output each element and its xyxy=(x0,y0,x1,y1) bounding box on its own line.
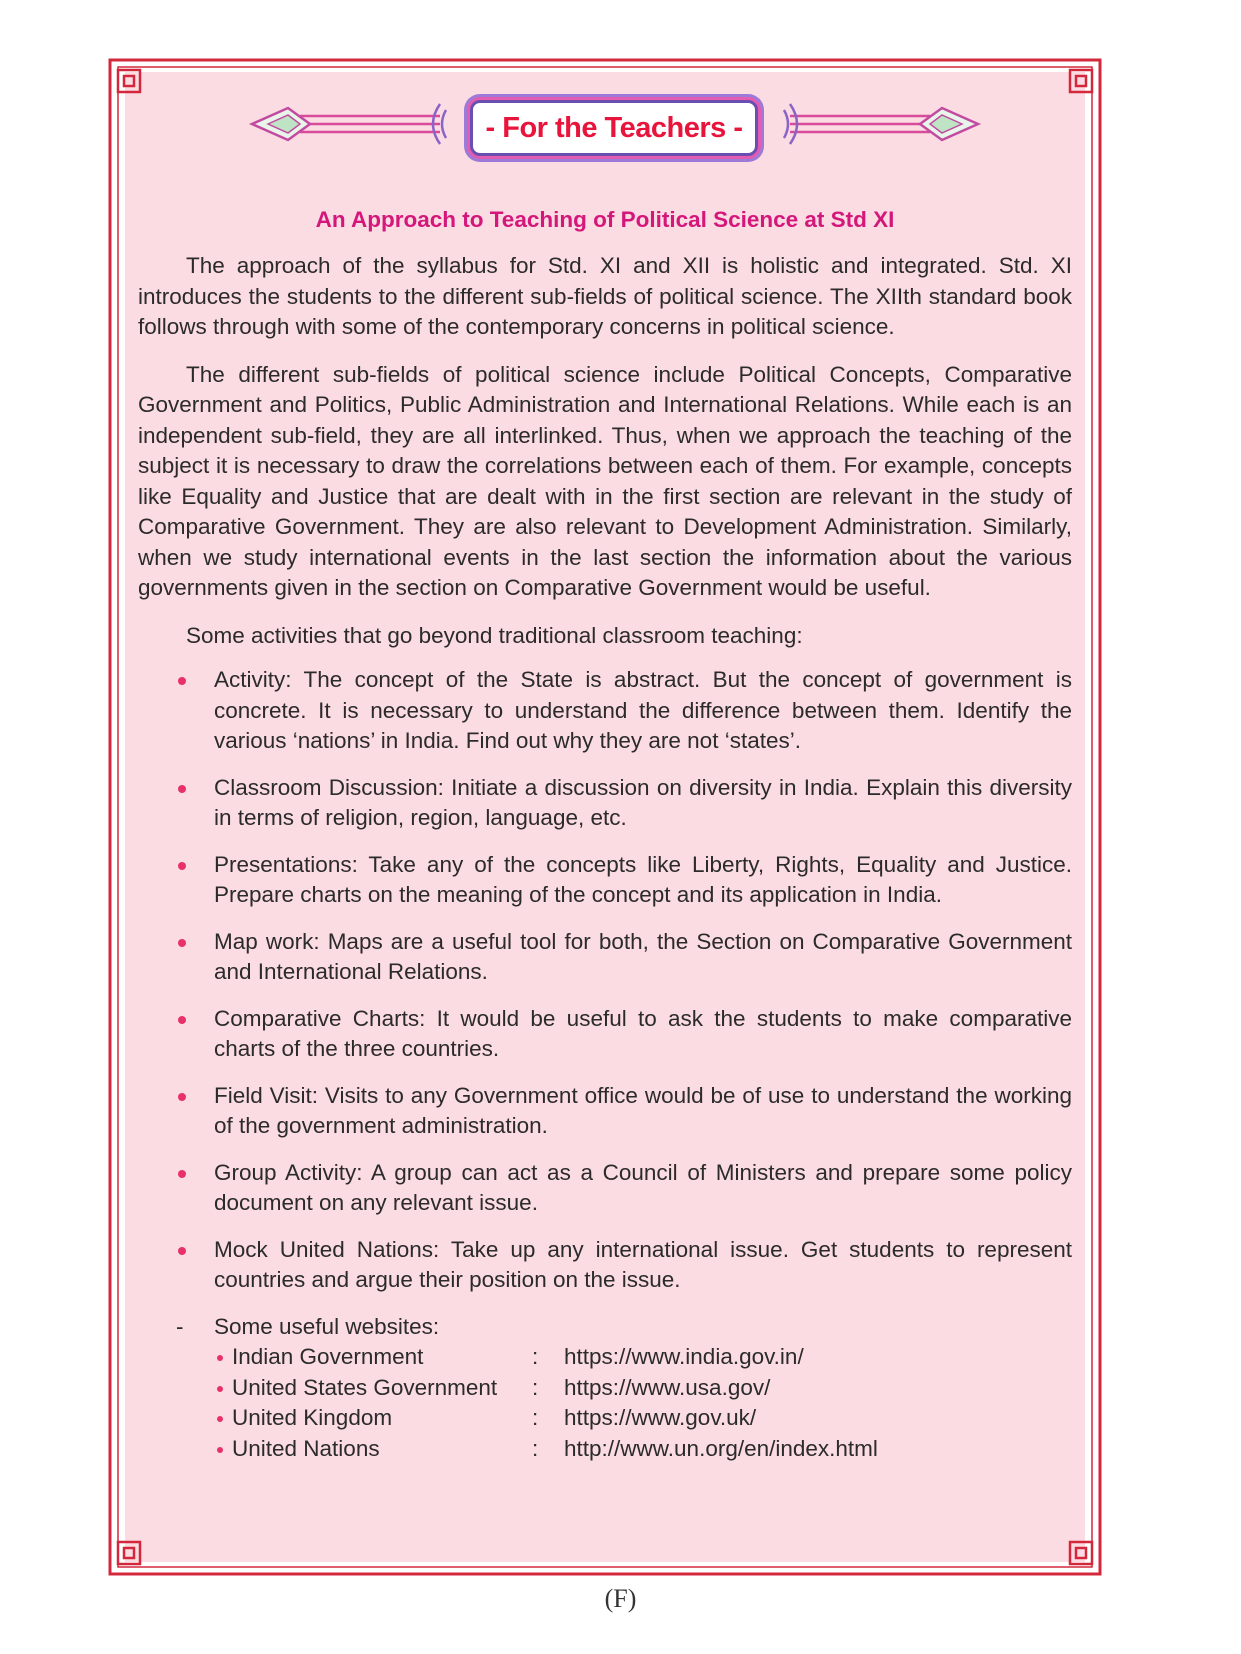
website-row xyxy=(214,1342,1072,1373)
list-item xyxy=(138,850,1072,911)
page-number: (F) xyxy=(604,1584,637,1613)
list-item xyxy=(138,1081,1072,1142)
activities-intro: Some activities that go beyond traditional classroom teaching: xyxy=(186,622,803,648)
paragraph-2: The different sub-fields of political science include Political Concepts, Comparative Government and Politics, Public Administration and International Relations. While each is an independent sub-field, they are all interlinked. Thus, when we approach the teaching of the subject it is necessary to draw the correlations between each of them. For example, concepts like Equality and Justice that are dealt with in the first section are relevant in the study of Comparative Government. They are also relevant to Development Administration. Similarly, when we study international events in the last section the information about the various governments given in the section on Comparative Government would be useful. xyxy=(138,361,1072,600)
websites-heading: Some useful websites: xyxy=(214,1313,440,1339)
bullet-icon xyxy=(217,1416,223,1422)
website-link[interactable]: https://www.usa.gov/ xyxy=(564,1374,771,1400)
main-content xyxy=(138,205,1072,1464)
website-separator: : xyxy=(532,1435,539,1461)
page-title: - For the Teachers - xyxy=(470,100,758,156)
list-item xyxy=(138,665,1072,757)
list-item xyxy=(138,773,1072,834)
list-item-text: Group Activity: A group can act as a Council of Ministers and prepare some policy document on any relevant issue. xyxy=(214,1159,1072,1215)
paragraph-1: The approach of the syllabus for Std. XI and XII is holistic and integrated. Std. XI introduces the students to the different sub-fields of political science. The XIIth standard book follows through with some of the contemporary concerns in political science. xyxy=(138,253,1072,339)
website-name: United Kingdom xyxy=(232,1405,393,1430)
website-row xyxy=(214,1403,1072,1434)
list-item xyxy=(138,1158,1072,1219)
bullet-icon xyxy=(217,1386,223,1392)
website-name: Indian Government xyxy=(232,1344,424,1369)
bullet-icon xyxy=(178,939,186,947)
list-item-text: Field Visit: Visits to any Government office would be of use to understand the working of the government administration. xyxy=(214,1082,1072,1138)
list-item-text: Presentations: Take any of the concepts like Liberty, Rights, Equality and Justice. Prepare charts on the meaning of the concept and its application in India. xyxy=(214,851,1072,907)
section-subtitle: An Approach to Teaching of Political Science at Std XI xyxy=(315,207,895,232)
activities-list xyxy=(138,665,1072,1296)
list-item-text: Comparative Charts: It would be useful to ask the students to make comparative charts of the three countries. xyxy=(214,1005,1072,1061)
website-link[interactable]: https://www.india.gov.in/ xyxy=(564,1344,804,1369)
website-name: United Nations xyxy=(232,1435,380,1461)
bullet-icon xyxy=(178,785,186,793)
website-separator: : xyxy=(532,1344,539,1369)
list-item xyxy=(138,1235,1072,1296)
bullet-icon xyxy=(217,1355,223,1361)
websites-section xyxy=(138,1312,1072,1465)
website-row xyxy=(214,1373,1072,1404)
dash-marker: - xyxy=(176,1313,184,1339)
bullet-icon xyxy=(178,1170,186,1178)
bullet-icon xyxy=(178,1016,186,1024)
website-name: United States Government xyxy=(232,1374,498,1400)
website-separator: : xyxy=(532,1405,539,1430)
header-badge xyxy=(455,93,773,163)
list-item-text: Mock United Nations: Take up any international issue. Get students to represent countries and argue their position on the issue. xyxy=(214,1236,1072,1292)
bullet-icon xyxy=(178,1093,186,1101)
website-link[interactable]: http://www.un.org/en/index.html xyxy=(564,1435,878,1461)
bullet-icon xyxy=(178,1247,186,1255)
list-item-text: Map work: Maps are a useful tool for both, the Section on Comparative Government and International Relations. xyxy=(214,928,1072,984)
list-item-text: Activity: The concept of the State is abstract. But the concept of government is concrete. It is necessary to understand the difference between them. Identify the various ‘nations’ in India. Find out why they are not ‘states’. xyxy=(214,667,1072,753)
website-row xyxy=(214,1434,1072,1465)
bullet-icon xyxy=(217,1447,223,1453)
bullet-icon xyxy=(178,677,186,685)
website-separator: : xyxy=(532,1374,539,1400)
website-link[interactable]: https://www.gov.uk/ xyxy=(564,1405,757,1430)
list-item-text: Classroom Discussion: Initiate a discussion on diversity in India. Explain this diversity in terms of religion, region, language, etc. xyxy=(214,774,1072,830)
list-item xyxy=(138,927,1072,988)
bullet-icon xyxy=(178,862,186,870)
list-item xyxy=(138,1004,1072,1065)
